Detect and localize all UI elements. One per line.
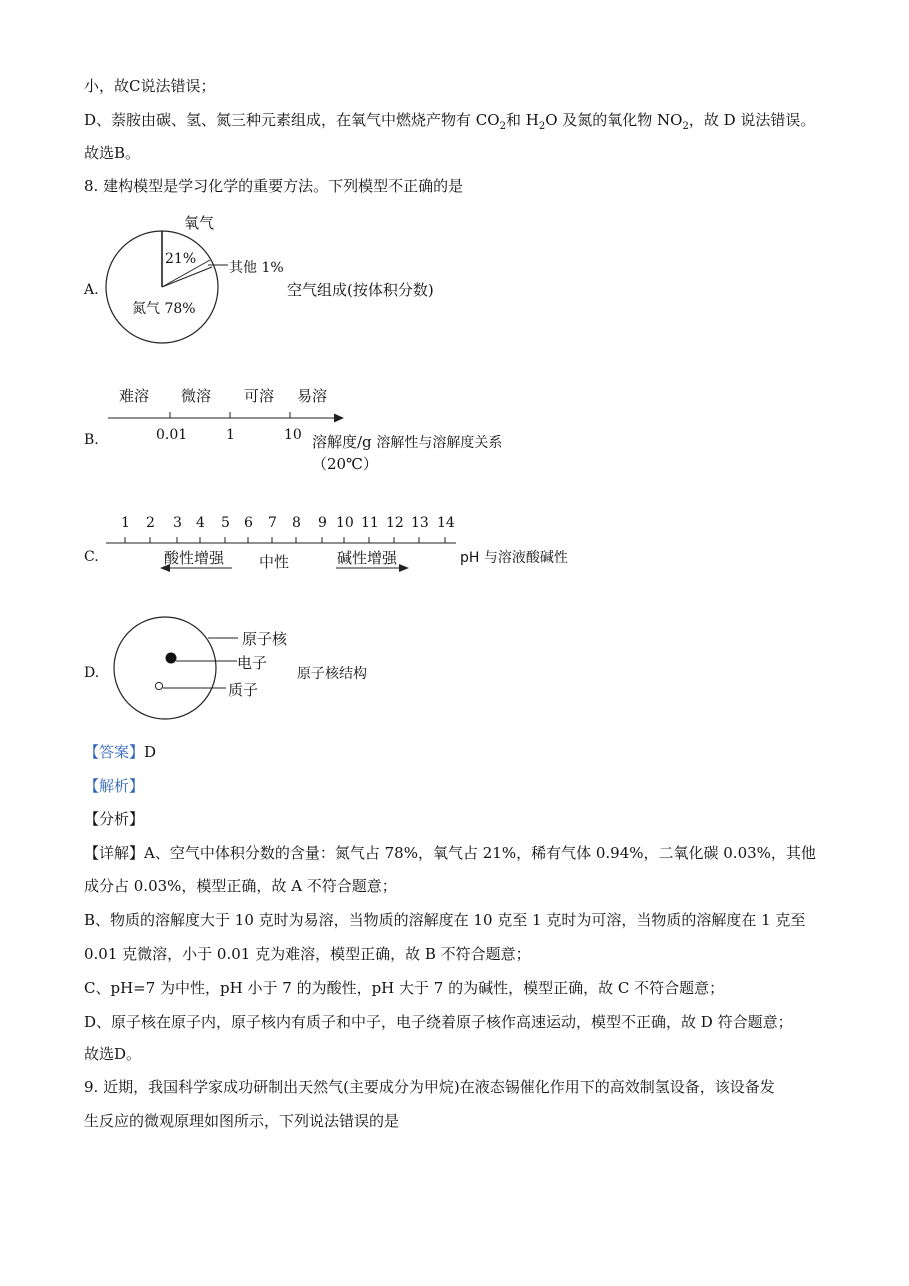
base-label: 碱性增强 — [337, 549, 398, 567]
nitrogen-label: 氮气 78% — [132, 301, 196, 317]
ph-number: 11 — [361, 515, 379, 531]
ph-number: 7 — [268, 515, 277, 531]
ph-number: 5 — [221, 515, 230, 531]
option-d-caption: 原子核结构 — [297, 666, 367, 682]
text-line: 小，故C说法错误； — [84, 77, 216, 95]
option-c-label: C. — [84, 549, 99, 565]
detail-line: 成分占 0.03%，模型正确，故 A 不符合题意； — [84, 877, 397, 895]
cat-label: 可溶 — [244, 387, 275, 405]
detail-line: D、原子核在原子内，原子核内有质子和中子，电子绕着原子核作高速运动，模型不正确，故 D 符合题意； — [84, 1013, 793, 1031]
ph-number: 14 — [437, 515, 455, 531]
detail-line: C、pH=7 为中性，pH 小于 7 的为酸性，pH 大于 7 的为碱性，模型正确，故 C 不符合题意； — [84, 979, 725, 997]
question-9-line: 生反应的微观原理如图所示，下列说法错误的是 — [84, 1112, 400, 1130]
ph-number: 8 — [292, 515, 301, 531]
question-9-line: 9. 近期，我国科学家成功研制出天然气(主要成分为甲烷)在液态锡催化作用下的高效制氢设备，该设备发 — [84, 1078, 775, 1096]
text-line: D、萘胺由碳、氢、氮三种元素组成，在氧气中燃烧产物有 $CO_2$和 $H_2O$ 及氮的氧化物 $NO_2$，故 D 说法错误。 — [84, 111, 816, 132]
electron-label: 电子 — [237, 654, 268, 672]
option-b-label: B. — [84, 432, 99, 448]
acid-label: 酸性增强 — [164, 549, 225, 567]
option-a-label: A. — [84, 282, 99, 298]
nucleus-label: 原子核 — [242, 630, 288, 648]
ph-number: 2 — [146, 515, 155, 531]
other-label: 其他 1% — [229, 260, 284, 276]
atom-diagram — [104, 614, 304, 724]
ph-number: 12 — [386, 515, 404, 531]
text-line: 故选B。 — [84, 144, 141, 162]
detail-line: 【详解】A、空气中体积分数的含量：氮气占 78%，氧气占 21%，稀有气体 0.94%，二氧化碳 0.03%，其他 — [84, 844, 816, 862]
oxygen-pct: 21% — [165, 251, 197, 267]
option-b-temp: （20℃） — [312, 455, 378, 473]
ph-number: 4 — [196, 515, 205, 531]
cat-label: 微溶 — [181, 387, 212, 405]
analysis-tag: 【解析】 — [84, 777, 145, 795]
proton-dot — [155, 682, 162, 689]
cat-label: 难溶 — [119, 387, 150, 405]
fenxi-tag: 【分析】 — [84, 810, 145, 828]
ph-number: 9 — [318, 515, 327, 531]
cat-label: 易溶 — [297, 387, 328, 405]
arrow-right — [399, 564, 409, 572]
option-d-label: D. — [84, 665, 100, 681]
option-a-caption: 空气组成(按体积分数) — [287, 281, 434, 299]
pie-radius — [162, 267, 212, 287]
ph-number: 3 — [173, 515, 182, 531]
oxygen-label: 氧气 — [184, 214, 215, 232]
atom-outline — [114, 617, 216, 719]
ph-number: 10 — [336, 515, 354, 531]
detail-line: 0.01 克微溶，小于 0.01 克为难溶，模型正确，故 B 不符合题意； — [84, 945, 531, 963]
electron-dot — [166, 653, 177, 664]
ph-number: 6 — [244, 515, 253, 531]
question-8: 8. 建构模型是学习化学的重要方法。下列模型不正确的是 — [84, 177, 464, 195]
answer: 【答案】D — [84, 743, 157, 761]
arrow-head — [334, 414, 344, 423]
ph-number: 13 — [411, 515, 429, 531]
neutral-label: 中性 — [259, 553, 290, 571]
tick-label: 1 — [226, 427, 235, 443]
proton-label: 质子 — [228, 681, 259, 699]
tick-label: 10 — [284, 427, 302, 443]
tick-label: 0.01 — [156, 427, 188, 443]
detail-line: B、物质的溶解度大于 10 克时为易溶，当物质的溶解度在 10 克至 1 克时为可溶，当物质的溶解度在 1 克至 — [84, 911, 806, 929]
option-b-caption: 溶解度/g 溶解性与溶解度关系 — [312, 433, 503, 451]
option-c-caption: pH 与溶液酸碱性 — [460, 550, 568, 566]
ph-number: 1 — [121, 515, 130, 531]
detail-line: 故选D。 — [84, 1045, 142, 1063]
